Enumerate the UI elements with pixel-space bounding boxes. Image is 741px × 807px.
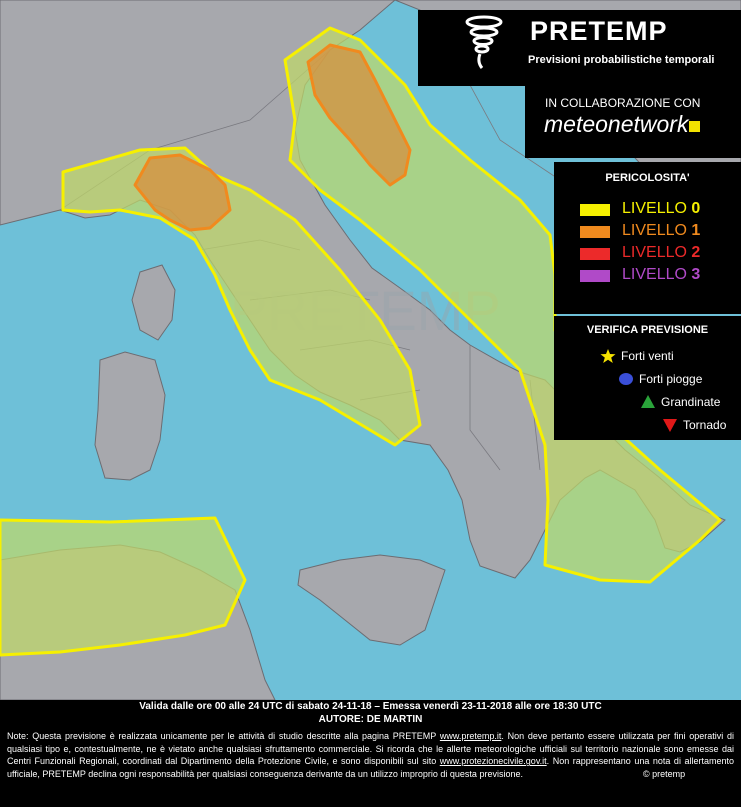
level-0-label: LIVELLO	[622, 200, 687, 217]
level-0-swatch	[580, 204, 610, 216]
verify-label-forti-venti: Forti venti	[621, 349, 674, 363]
collaboration-label: IN COLLABORAZIONE CON	[545, 96, 701, 110]
disclaimer-note	[7, 730, 734, 780]
pretemp-link[interactable]: www.pretemp.it	[439, 731, 502, 741]
brand-panel	[418, 10, 741, 86]
meteonetwork-wordmark: meteonetwork	[544, 111, 689, 137]
circle-icon	[618, 371, 634, 387]
author-line: AUTORE: DE MARTIN	[318, 714, 423, 725]
collaboration-panel	[525, 86, 741, 158]
verification-legend	[554, 316, 741, 440]
danger-legend-title: PERICOLOSITA'	[605, 172, 690, 184]
validity-line: Valida dalle ore 00 alle 24 UTC di sabato 24-11-18 – Emessa venerdì 23-11-2018 alle ore 18:30 UTC	[139, 701, 602, 712]
verify-label-grandinate: Grandinate	[661, 395, 721, 409]
footer	[0, 700, 741, 807]
level-3-swatch	[580, 270, 610, 282]
triangle-up-icon	[640, 394, 656, 410]
logo-square-icon	[689, 121, 700, 132]
note-part-1: Note: Questa previsione è realizzata unicamente per le attività di studio descritte alla pagina PRETEMP	[7, 731, 440, 741]
meteonetwork-logo	[544, 111, 700, 138]
triangle-down-icon	[662, 417, 678, 433]
verify-label-forti-piogge: Forti piogge	[639, 372, 703, 386]
level-2-label: LIVELLO	[622, 244, 687, 261]
tornado-icon	[464, 14, 504, 70]
note-part-3: . Non rappresentano una nota di allertamento ufficiale, PRETEMP declina ogni responsabilità per qualsiasi conseguenza derivante da un utilizzo improprio di questa previsione.	[7, 756, 735, 779]
level-1-number: 1	[691, 222, 701, 239]
level-1-swatch	[580, 226, 610, 238]
level-0-number: 0	[691, 200, 701, 217]
note-part-2: . Non deve pertanto essere utilizzata per fini operativi di qualsiasi tipo e, contestualmente, ne è vietato anche qualsiasi sfruttamento commerciale. Si ricorda che le allerte meteorologiche ufficiali sul territorio nazionale sono emesse dai Centri Funzionali Regionali, coordinati dal Dipartimento della Protezione Civile, e sono disponibili sul sito	[7, 731, 734, 767]
copyright: © pretemp	[643, 768, 686, 779]
level-3-label: LIVELLO	[622, 266, 687, 283]
brand-title: PRETEMP	[530, 16, 668, 46]
level-1-label: LIVELLO	[622, 222, 687, 239]
verify-label-tornado: Tornado	[683, 418, 727, 432]
protezione-civile-link[interactable]: www.protezionecivile.gov.it	[439, 756, 547, 767]
brand-subtitle: Previsioni probabilistiche temporali	[528, 54, 715, 66]
danger-legend	[554, 162, 741, 314]
star-icon	[600, 348, 616, 364]
level-3-number: 3	[691, 266, 701, 283]
verification-legend-title: VERIFICA PREVISIONE	[586, 324, 709, 336]
level-2-number: 2	[691, 244, 701, 261]
level-2-swatch	[580, 248, 610, 260]
